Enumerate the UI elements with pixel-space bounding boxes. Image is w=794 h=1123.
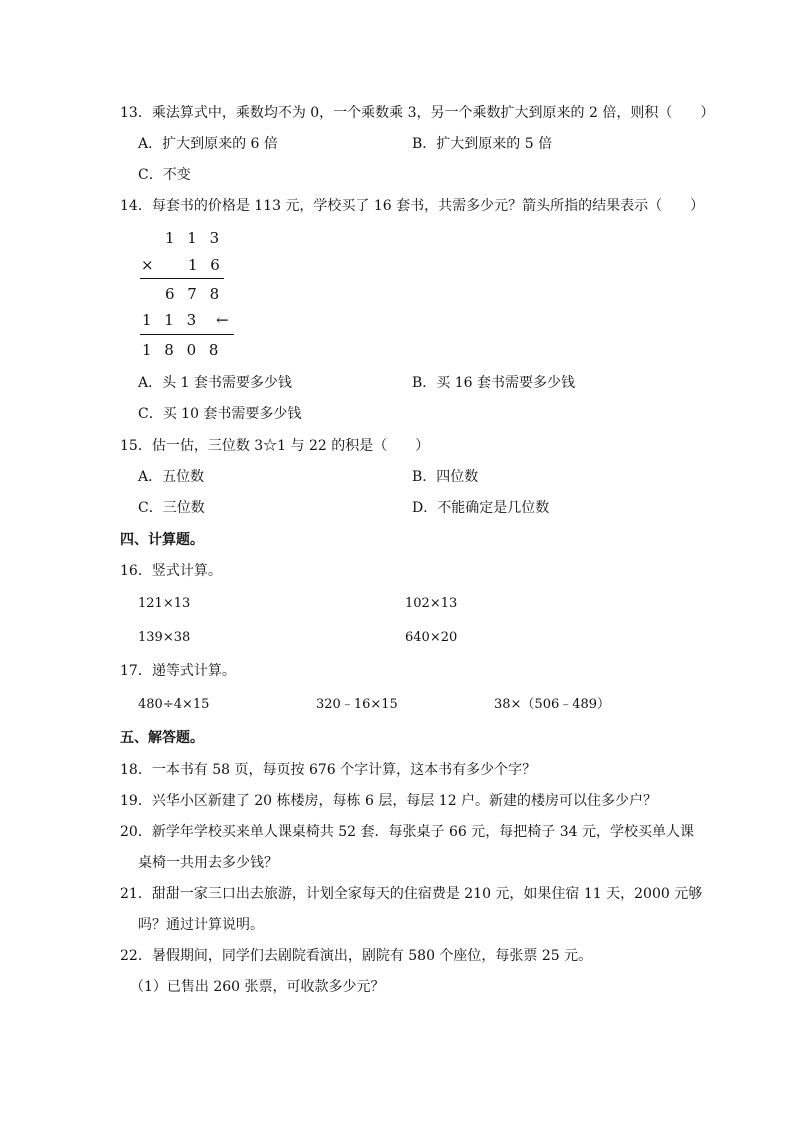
q16-expr-2: 102×13	[405, 596, 458, 611]
q14-option-b[interactable]: B．买 16 套书需要多少钱	[412, 375, 576, 391]
vm-row-5: 1 8 0 8	[142, 341, 219, 359]
q13-text: 13．乘法算式中，乘数均不为 0，一个乘数乘 3，另一个乘数扩大到原来的 2 倍，则积（ ）	[120, 105, 715, 121]
q16-text: 16．竖式计算。	[120, 563, 222, 579]
q17-expr-2: 320﹣16×15	[316, 697, 398, 712]
q16-expr-4: 640×20	[405, 630, 458, 645]
q13-option-a[interactable]: A．扩大到原来的 6 倍	[138, 136, 278, 152]
q17-text: 17．递等式计算。	[120, 663, 236, 679]
vm-times-sign: ×	[141, 256, 154, 274]
section-4-heading: 四、计算题。	[120, 532, 204, 548]
q20-text-line-1: 20．新学年学校买来单人课桌椅共 52 套．每张桌子 66 元，每把椅子 34 元，学校买单人课	[120, 824, 694, 840]
section-5-heading: 五、解答题。	[120, 730, 204, 746]
q19-text: 19．兴华小区新建了 20 栋楼房，每栋 6 层，每层 12 户。新建的楼房可以住多少户？	[120, 793, 658, 809]
q14-text: 14．每套书的价格是 113 元，学校买了 16 套书，共需多少元？箭头所指的结果表示（ ）	[120, 198, 705, 214]
vm-row-3: 6 7 8	[165, 285, 220, 303]
q13-option-c[interactable]: C．不变	[138, 167, 191, 183]
q15-text: 15．估一估，三位数 3☆1 与 22 的积是（ ）	[120, 438, 430, 454]
vm-line-2	[140, 334, 234, 335]
q14-option-c[interactable]: C．买 10 套书需要多少钱	[138, 406, 302, 422]
q15-option-d[interactable]: D．不能确定是几位数	[412, 500, 550, 516]
vm-line-1	[140, 278, 224, 279]
vm-row-1: 1 1 3	[165, 229, 220, 247]
q15-option-b[interactable]: B．四位数	[412, 469, 479, 485]
vm-row-4: 1 1 3	[142, 311, 197, 329]
q15-option-c[interactable]: C．三位数	[138, 500, 205, 516]
q16-expr-1: 121×13	[138, 596, 191, 611]
q22-text: 22．暑假期间，同学们去剧院看演出，剧院有 580 个座位，每张票 25 元。	[120, 948, 593, 964]
q17-expr-1: 480÷4×15	[138, 697, 210, 712]
q17-expr-3: 38×（506﹣489）	[494, 697, 611, 712]
q21-text-line-1: 21．甜甜一家三口出去旅游，计划全家每天的住宿费是 210 元，如果住宿 11 天，2000 元够	[120, 886, 703, 902]
q20-text-line-2: 桌椅一共用去多少钱？	[138, 855, 278, 871]
q13-option-b[interactable]: B．扩大到原来的 5 倍	[412, 136, 553, 152]
q22-sub-1: （1）已售出 260 张票，可收款多少元？	[130, 979, 385, 995]
q18-text: 18．一本书有 58 页，每页按 676 个字计算，这本书有多少个字？	[120, 762, 537, 778]
arrow-left-icon: ←	[216, 311, 229, 329]
q15-option-a[interactable]: A．五位数	[138, 469, 205, 485]
q21-text-line-2: 吗？通过计算说明。	[138, 917, 264, 933]
q16-expr-3: 139×38	[138, 630, 191, 645]
vm-row-2: 1 6	[188, 256, 220, 274]
q14-option-a[interactable]: A．头 1 套书需要多少钱	[138, 375, 292, 391]
